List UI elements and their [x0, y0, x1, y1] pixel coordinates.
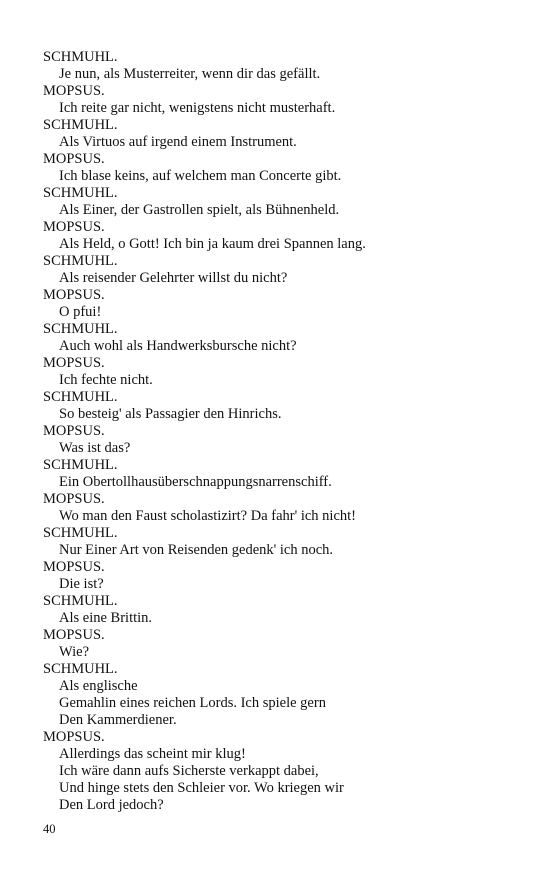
verse-line: Die ist? — [59, 576, 104, 592]
verse-line: So besteig' als Passagier den Hinrichs. — [59, 406, 282, 422]
verse-line: Je nun, als Musterreiter, wenn dir das gefällt. — [59, 66, 321, 82]
verse-line: Ich reite gar nicht, wenigstens nicht musterhaft. — [59, 100, 336, 116]
speaker-name: SCHMUHL. — [43, 457, 118, 473]
dialogue-text — [43, 49, 513, 814]
verse-line: Als Held, o Gott! Ich bin ja kaum drei Spannen lang. — [59, 236, 366, 252]
verse-line: Den Lord jedoch? — [59, 797, 164, 813]
speaker-name: SCHMUHL. — [43, 321, 118, 337]
verse-line: Und hinge stets den Schleier vor. Wo kriegen wir — [59, 780, 344, 796]
speaker-name: MOPSUS. — [43, 559, 105, 575]
speaker-name: MOPSUS. — [43, 491, 105, 507]
speaker-name: MOPSUS. — [43, 83, 105, 99]
verse-line: Gemahlin eines reichen Lords. Ich spiele gern — [59, 695, 326, 711]
verse-line: Ich wäre dann aufs Sicherste verkappt dabei, — [59, 763, 319, 779]
speaker-name: SCHMUHL. — [43, 661, 118, 677]
speaker-name: MOPSUS. — [43, 627, 105, 643]
speaker-name: MOPSUS. — [43, 423, 105, 439]
verse-line: Ich blase keins, auf welchem man Concerte gibt. — [59, 168, 342, 184]
page-number: 40 — [43, 822, 56, 836]
verse-line: Allerdings das scheint mir klug! — [59, 746, 246, 762]
speaker-name: MOPSUS. — [43, 219, 105, 235]
speaker-name: SCHMUHL. — [43, 185, 118, 201]
speaker-name: SCHMUHL. — [43, 117, 118, 133]
verse-line: Auch wohl als Handwerksbursche nicht? — [59, 338, 297, 354]
speaker-name: SCHMUHL. — [43, 593, 118, 609]
verse-line: Als Virtuos auf irgend einem Instrument. — [59, 134, 297, 150]
speaker-name: MOPSUS. — [43, 151, 105, 167]
verse-line: Wo man den Faust scholastizirt? Da fahr' ich nicht! — [59, 508, 356, 524]
verse-line: Den Kammerdiener. — [59, 712, 177, 728]
verse-line: Als reisender Gelehrter willst du nicht? — [59, 270, 288, 286]
verse-line: Was ist das? — [59, 440, 131, 456]
verse-line: O pfui! — [59, 304, 102, 320]
speaker-name: MOPSUS. — [43, 287, 105, 303]
verse-line: Ich fechte nicht. — [59, 372, 153, 388]
speaker-name: SCHMUHL. — [43, 389, 118, 405]
verse-line: Wie? — [59, 644, 90, 660]
speaker-name: SCHMUHL. — [43, 49, 118, 65]
verse-line: Als eine Brittin. — [59, 610, 153, 626]
speaker-name: MOPSUS. — [43, 355, 105, 371]
verse-line: Ein Obertollhausüberschnappungsnarrenschiff. — [59, 474, 332, 490]
speaker-name: SCHMUHL. — [43, 525, 118, 541]
verse-line: Nur Einer Art von Reisenden gedenk' ich noch. — [59, 542, 334, 558]
speaker-name: SCHMUHL. — [43, 253, 118, 269]
verse-line: Als englische — [59, 678, 138, 694]
verse-line: Als Einer, der Gastrollen spielt, als Bühnenheld. — [59, 202, 340, 218]
speaker-name: MOPSUS. — [43, 729, 105, 745]
